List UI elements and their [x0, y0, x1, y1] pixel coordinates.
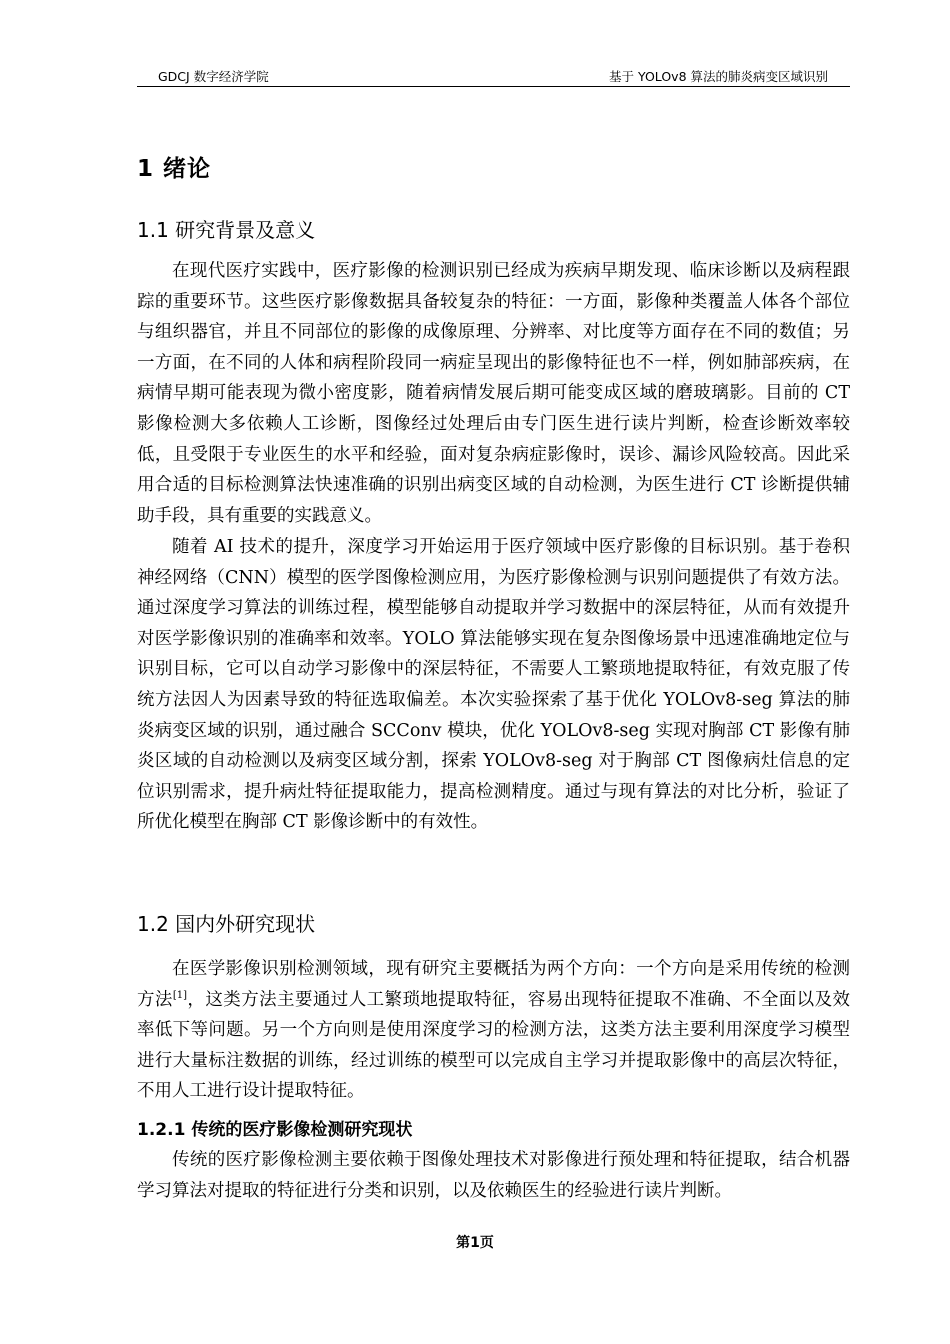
citation-ref[interactable]: [1] — [172, 989, 188, 1001]
paragraph-traditional-methods: 传统的医疗影像检测主要依赖于图像处理技术对影像进行预处理和特征提取，结合机器学习算法对提取的特征进行分类和识别，以及依赖医生的经验进行读片判断。 — [137, 1150, 850, 1201]
section-1-1-title: 1.1 研究背景及意义 — [137, 218, 316, 242]
paragraph-text-part-2: ，这类方法主要通过人工繁琐地提取特征，容易出现特征提取不准确、不全面以及效率低下等问题。另一个方向则是使用深度学习的检测方法，这类方法主要利用深度学习模型进行大量标注数据的训练，经过训练的模型可以完成自主学习并提取影像中的高层次特征，不用人工进行设计提取特征。 — [137, 989, 851, 1102]
paragraph-text-part-1: 在医学影像识别检测领域，现有研究主要概括为两个方向：一个方向是采用传统的检测方法 — [137, 959, 850, 1010]
section-1-2-1-title: 1.2.1 传统的医疗影像检测研究现状 — [137, 1120, 413, 1140]
header-thesis-title: 基于 YOLOv8 算法的肺炎病变区域识别 — [609, 69, 828, 84]
header-school: GDCJ 数字经济学院 — [158, 69, 269, 84]
page-header — [137, 66, 850, 87]
section-1-2-title: 1.2 国内外研究现状 — [137, 912, 316, 936]
paragraph-research-status — [137, 954, 850, 1107]
paragraph-deep-learning: 随着 AI 技术的提升，深度学习开始运用于医疗领域中医疗影像的目标识别。基于卷积神经网络（CNN）模型的医学图像检测应用，为医疗影像检测与识别问题提供了有效方法。通过深度学习算法的训练过程，模型能够自动提取并学习数据中的深层特征，从而有效提升对医学影像识别的准确率和效率。YOLO 算法能够实现在复杂图像场景中迅速准确地定位与识别目标，它可以自动学习影像中的深层特征，不需要人工繁琐地提取特征，有效克服了传统方法因人为因素导致的特征选取偏差。本次实验探索了基于优化 YOLOv8-seg 算法的肺炎病变区域的识别，通过融合 SCConv 模块，优化 YOLOv8-seg 实现对胸部 CT 影像有肺炎区域的自动检测以及病变区域分割，探索 YOLOv8-seg 对于胸部 CT 图像病灶信息的定位识别需求，提升病灶特征提取能力，提高检测精度。通过与现有算法的对比分析，验证了所优化模型在胸部 CT 影像诊断中的有效性。 — [137, 537, 850, 833]
paragraph-background: 在现代医疗实践中，医疗影像的检测识别已经成为疾病早期发现、临床诊断以及病程跟踪的重要环节。这些医疗影像数据具备较复杂的特征：一方面，影像种类覆盖人体各个部位与组织器官，并且不同部位的影像的成像原理、分辨率、对比度等方面存在不同的数值；另一方面，在不同的人体和病程阶段同一病症呈现出的影像特征也不一样，例如肺部疾病，在病情早期可能表现为微小密度影，随着病情发展后期可能变成区域的磨玻璃影。目前的 CT 影像检测大多依赖人工诊断，图像经过处理后由专门医生进行读片判断，检查诊断效率较低，且受限于专业医生的水平和经验，面对复杂病症影像时，误诊、漏诊风险较高。因此采用合适的目标检测算法快速准确的识别出病变区域的自动检测，为医生进行 CT 诊断提供辅助手段，具有重要的实践意义。 — [137, 261, 850, 526]
page-number: 第1页 — [456, 1235, 494, 1251]
chapter-title: 1 绪论 — [137, 156, 212, 182]
